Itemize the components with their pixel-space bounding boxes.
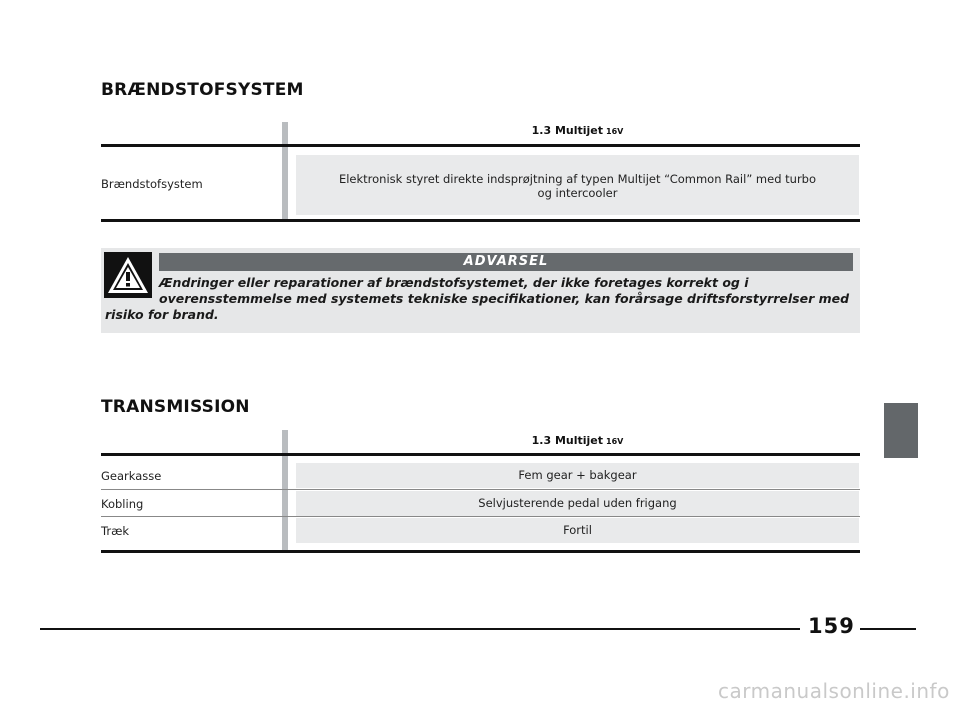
fuel-table-top-rule — [101, 144, 860, 147]
transmission-column-divider — [282, 430, 288, 551]
transmission-row-value: Fortil — [563, 523, 592, 537]
transmission-column-header-sub: 16V — [606, 437, 624, 446]
transmission-row-value: Fem gear + bakgear — [518, 468, 637, 482]
warning-text-line1: Ændringer eller reparationer af brændstofsystemet, der ikke foretages korrekt og i — [159, 275, 749, 290]
fuel-section-title: BRÆNDSTOFSYSTEM — [101, 80, 304, 100]
warning-text-line2: overensstemmelse med systemets tekniske specifikationer, kan forårsage driftsforstyrrelser med — [159, 291, 850, 306]
fuel-column-header-main: 1.3 Multijet — [531, 124, 604, 137]
transmission-section-title: TRANSMISSION — [101, 397, 250, 417]
fuel-column-divider — [282, 122, 288, 221]
transmission-row-value: Selvjusterende pedal uden frigang — [478, 496, 677, 510]
transmission-row-value-cell — [296, 518, 859, 543]
fuel-row-value-line2: og intercooler — [537, 186, 618, 200]
footer-rule-left — [40, 628, 800, 630]
transmission-row-label: Kobling — [101, 497, 144, 511]
transmission-column-header-main: 1.3 Multijet — [531, 434, 604, 447]
page-number: 159 — [808, 614, 855, 638]
transmission-row-value-cell — [296, 491, 859, 516]
fuel-row-value-cell — [296, 155, 859, 215]
watermark: carmanualsonline.info — [718, 679, 950, 703]
transmission-row-divider — [101, 489, 860, 490]
fuel-table-bottom-rule — [101, 219, 860, 222]
fuel-row-label: Brændstofsystem — [101, 177, 203, 191]
transmission-row-label: Gearkasse — [101, 469, 162, 483]
transmission-row-label: Træk — [101, 524, 130, 538]
fuel-column-header-sub: 16V — [606, 127, 624, 136]
warning-heading: ADVARSEL — [159, 253, 853, 271]
transmission-table-bottom-rule — [101, 550, 860, 553]
transmission-column-header — [296, 434, 859, 447]
warning-triangle-icon — [104, 252, 152, 298]
chapter-tab — [884, 403, 918, 458]
transmission-table-top-rule — [101, 453, 860, 456]
fuel-row-value-line1: Elektronisk styret direkte indsprøjtning af typen Multijet “Common Rail” med turbo — [338, 172, 817, 186]
footer-rule-right — [860, 628, 916, 630]
transmission-row-value-cell — [296, 463, 859, 488]
transmission-row-divider — [101, 516, 860, 517]
fuel-column-header — [296, 124, 859, 137]
warning-text-line3: risiko for brand. — [105, 307, 219, 322]
